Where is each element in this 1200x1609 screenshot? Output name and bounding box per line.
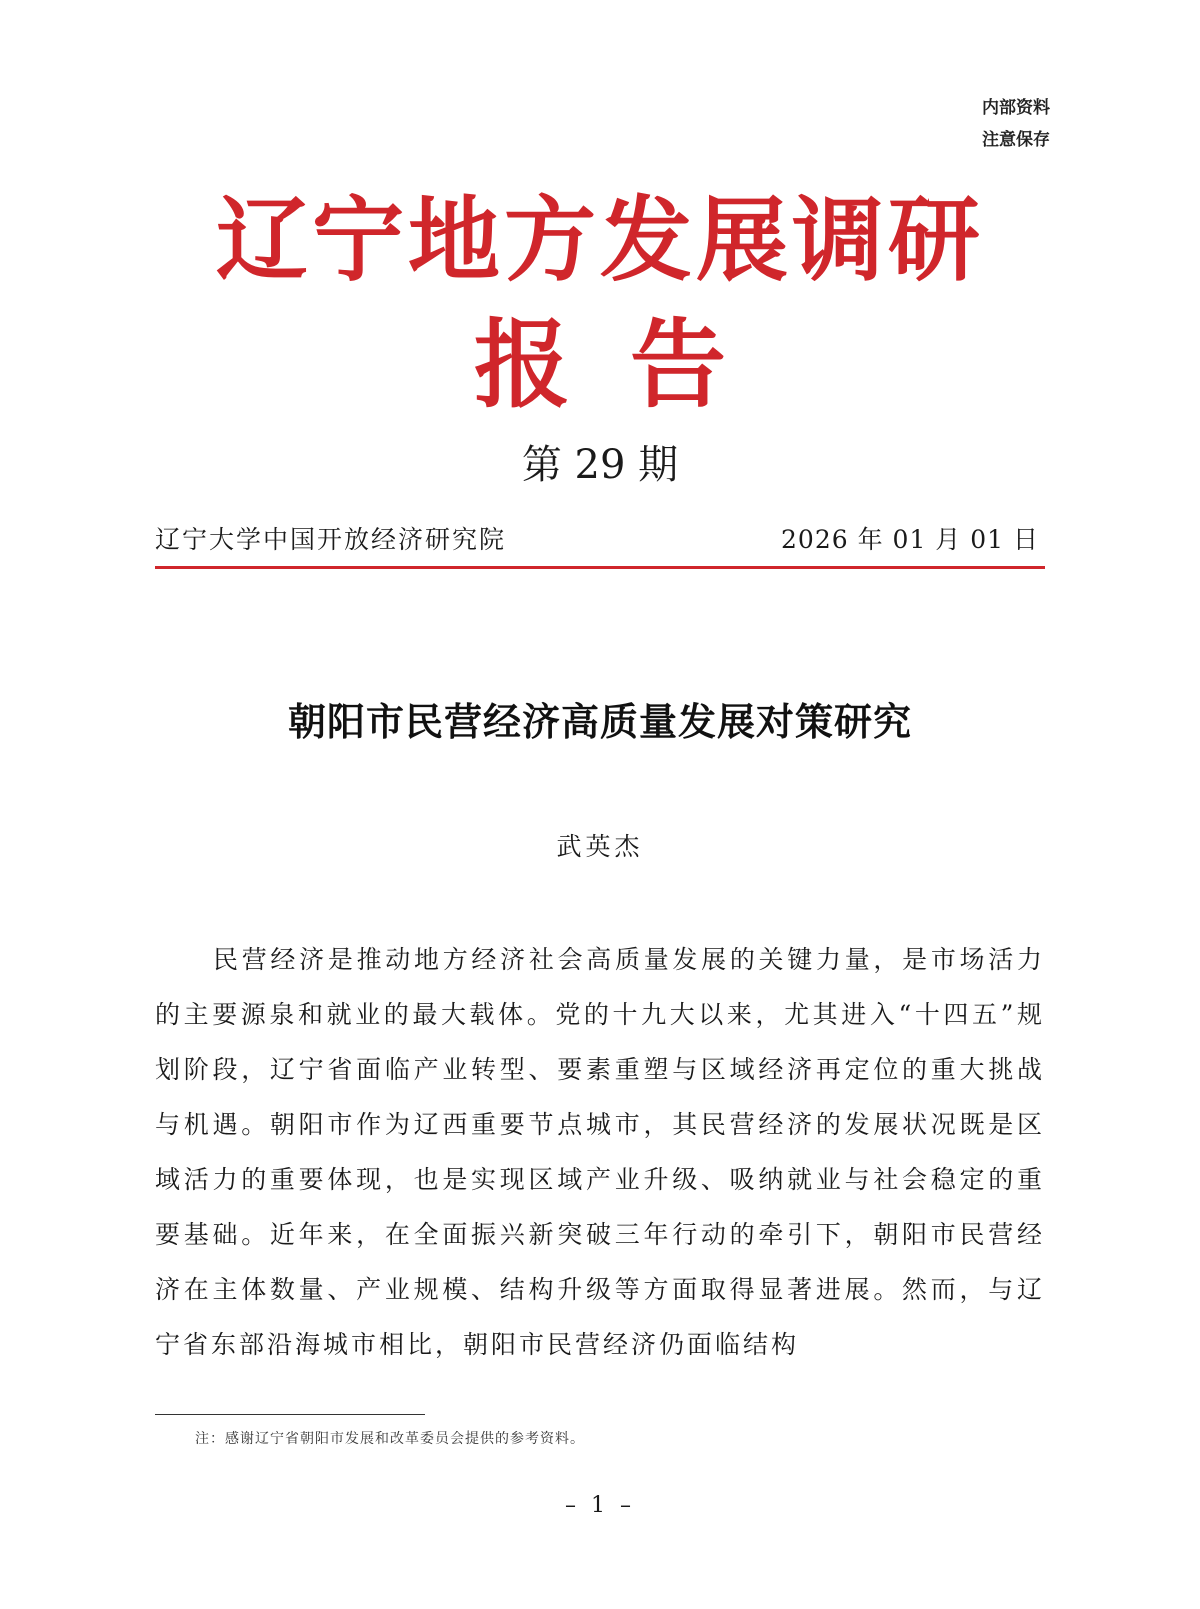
masthead-title-report: 报告	[474, 308, 786, 421]
footnote: 注：感谢辽宁省朝阳市发展和改革委员会提供的参考资料。	[195, 1431, 585, 1447]
article-title: 朝阳市民营经济高质量发展对策研究	[287, 699, 912, 744]
classification-line-internal: 内部资料	[982, 98, 1050, 118]
publisher-organization: 辽宁大学中国开放经济研究院	[155, 525, 507, 554]
footnote-divider	[155, 1414, 425, 1415]
article-body-paragraph: 民营经济是推动地方经济社会高质量发展的关键力量，是市场活力的主要源泉和就业的最大载体。党的十九大以来，尤其进入“十四五”规划阶段，辽宁省面临产业转型、要素重塑与区域经济再定位的重大挑战与机遇。朝阳市作为辽西重要节点城市，其民营经济的发展状况既是区域活力的重要体现，也是实现区域产业升级、吸纳就业与社会稳定的重要基础。近年来，在全面振兴新突破三年行动的牵引下，朝阳市民营经济在主体数量、产业规模、结构升级等方面取得显著进展。然而，与辽宁省东部沿海城市相比，朝阳市民营经济仍面临结构	[155, 945, 1045, 1359]
publication-date: 2026 年 01 月 01 日	[781, 525, 1039, 554]
article-author: 武英杰	[556, 832, 644, 861]
issue-number: 第 29 期	[521, 442, 679, 488]
classification-line-keep: 注意保存	[982, 130, 1050, 150]
header-divider	[155, 566, 1045, 569]
masthead-title: 辽宁地方发展调研	[215, 186, 984, 294]
classification-stamp	[982, 92, 1050, 156]
page-number: – 1 –	[565, 1493, 635, 1518]
publication-meta	[155, 520, 1045, 560]
